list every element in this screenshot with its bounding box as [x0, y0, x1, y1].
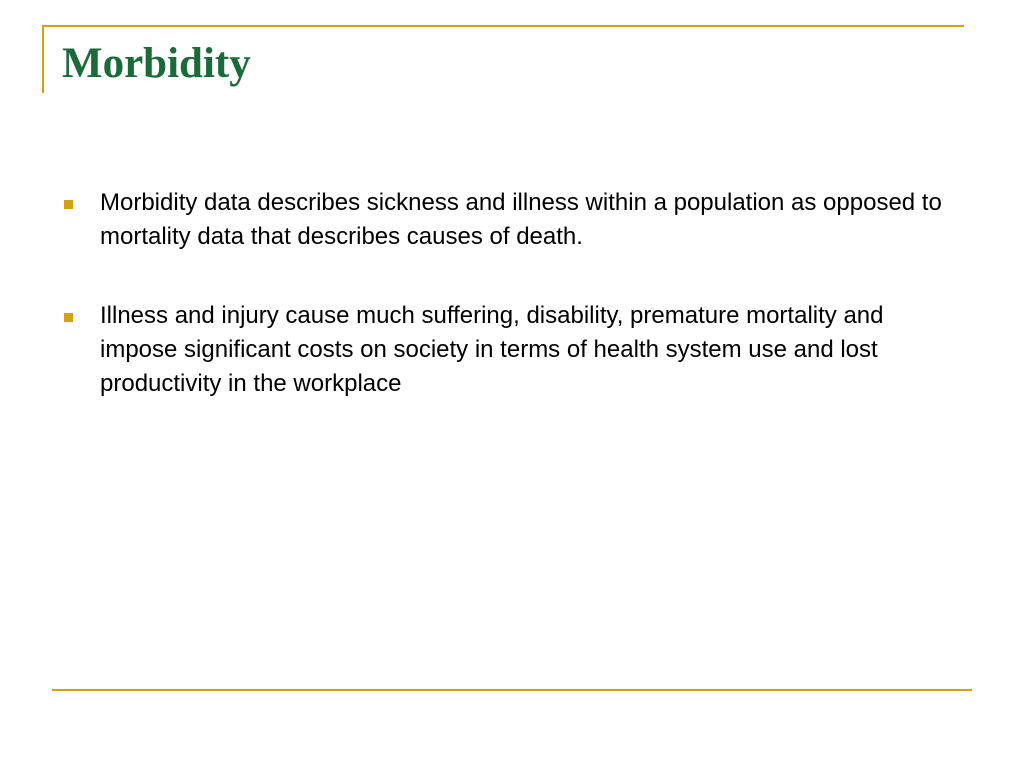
square-bullet-icon — [64, 200, 73, 209]
bullet-list — [64, 186, 964, 446]
bullet-item — [64, 299, 964, 401]
footer-rule — [52, 689, 972, 691]
bullet-item — [64, 186, 964, 254]
slide-title: Morbidity — [62, 40, 251, 87]
title-frame-top-rule — [42, 25, 964, 27]
bullet-text: Morbidity data describes sickness and illness within a population as opposed to mortality data that describes causes of death. — [100, 189, 942, 250]
bullet-text: Illness and injury cause much suffering, disability, premature mortality and impose significant costs on society in terms of health system use and lost productivity in the workplace — [100, 302, 884, 397]
title-frame-left-rule — [42, 25, 44, 93]
square-bullet-icon — [64, 313, 73, 322]
